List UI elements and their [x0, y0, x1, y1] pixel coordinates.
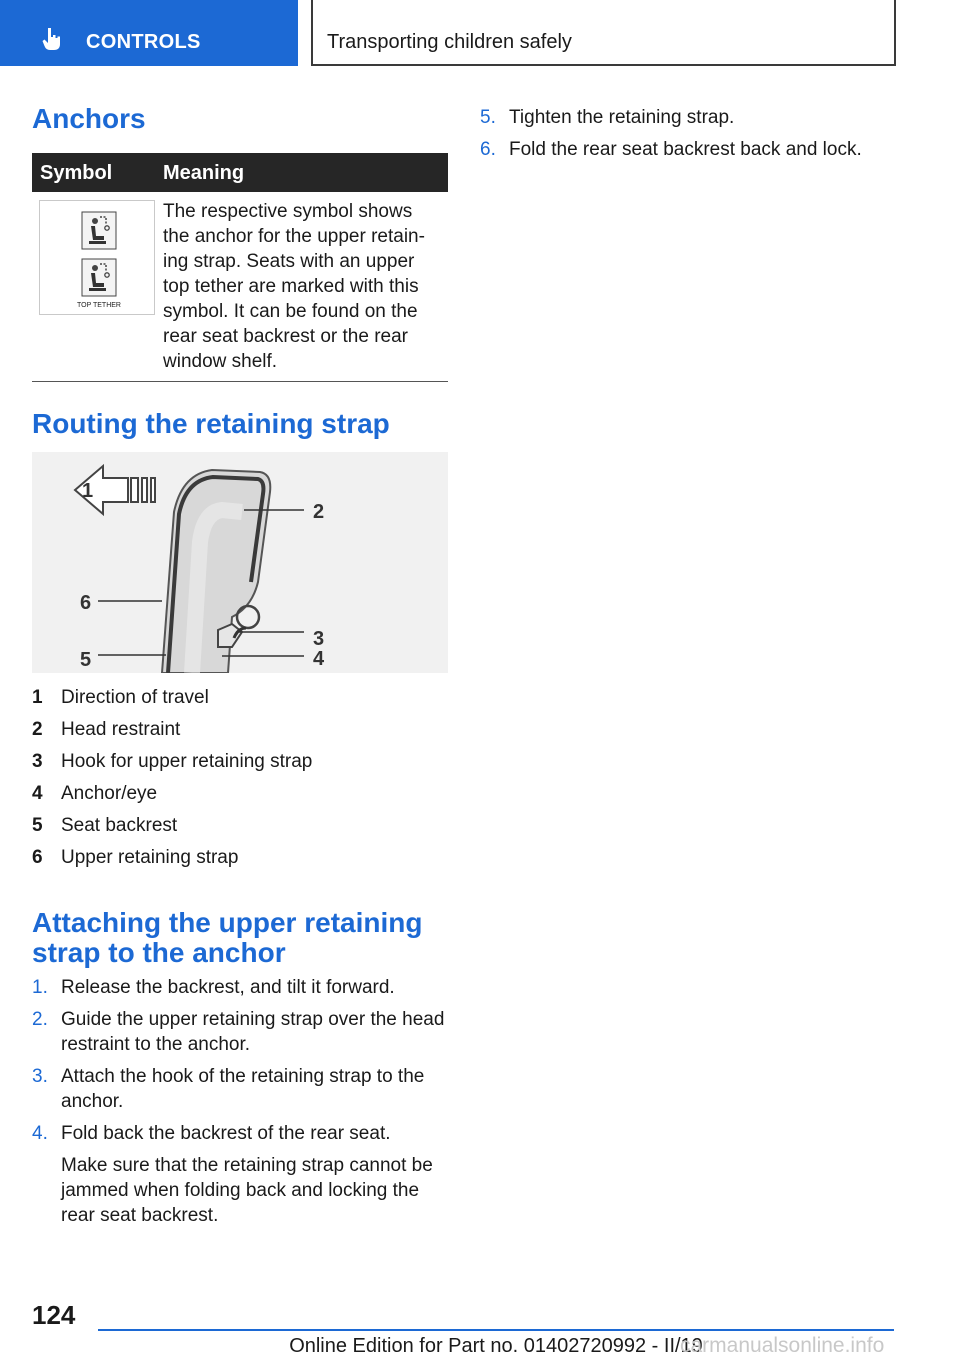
figure-legend: [32, 684, 448, 876]
callout-6: 6: [80, 592, 92, 614]
routing-heading: Routing the retaining strap: [32, 408, 390, 439]
step-note: Make sure that the retaining strap cannot be jammed when folding back and locking the rear seat backrest.: [61, 1155, 433, 1226]
anchor-meaning-text: The respective symbol shows the anchor for the upper retain-ing strap. Seats with an upper top tether are marked with this symbol. It can be found on the rear seat backrest or the rear window shelf.: [163, 201, 425, 372]
topic-title: Transporting children safely: [327, 31, 572, 53]
list-item: 2 Head restraint: [32, 719, 181, 740]
anchor-symbol: [39, 200, 155, 315]
callout-4: 4: [313, 648, 325, 670]
hand-pointer-icon: [40, 26, 66, 52]
list-item: 6 Upper retaining strap: [32, 847, 239, 868]
page-number: 124: [32, 1300, 76, 1330]
attaching-steps-continued: [480, 105, 900, 169]
col-symbol-header: Symbol: [40, 162, 113, 184]
col-meaning-header: Meaning: [163, 162, 245, 184]
attaching-heading: Attaching the upper retaining strap to the anchor: [32, 907, 423, 968]
callout-3: 3: [313, 628, 325, 650]
callout-1: 1: [82, 480, 94, 502]
footer-divider: [98, 1329, 894, 1331]
step-item: 3. Attach the hook of the retaining strap to the anchor.: [32, 1066, 425, 1112]
callout-5: 5: [80, 649, 92, 671]
list-item: 3 Hook for upper retaining strap: [32, 751, 313, 772]
symbol-table: [32, 153, 448, 382]
list-item: 4 Anchor/eye: [32, 783, 158, 804]
section-label: CONTROLS: [86, 31, 201, 53]
step-item: 1. Release the backrest, and tilt it forward.: [32, 977, 395, 998]
callout-2: 2: [313, 501, 325, 523]
step-item: 2. Guide the upper retaining strap over the head restraint to the anchor.: [32, 1009, 445, 1055]
watermark: carmanualsonline.info: [680, 1334, 885, 1357]
step-item: 4. Fold back the backrest of the rear seat. Make sure that the retaining strap cannot be jammed when folding back and locking the rear seat backrest.: [32, 1121, 448, 1228]
routing-diagram: [32, 452, 448, 673]
list-item: 1 Direction of travel: [32, 687, 209, 708]
table-row: [32, 192, 448, 382]
topic-header: [311, 0, 896, 66]
step-item: 6. Fold the rear seat backrest back and lock.: [480, 139, 862, 160]
section-tab: [0, 0, 298, 66]
child-seat-anchor-icon: [40, 201, 154, 314]
attaching-steps: [32, 975, 448, 1235]
step-item: 5. Tighten the retaining strap.: [480, 107, 735, 128]
list-item: 5 Seat backrest: [32, 815, 178, 836]
anchors-heading: Anchors: [32, 103, 146, 134]
table-header: [32, 153, 448, 192]
edition-text: Online Edition for Part no. 01402720992 - II/19: [289, 1335, 703, 1357]
top-tether-caption: TOP TETHER: [77, 302, 121, 309]
